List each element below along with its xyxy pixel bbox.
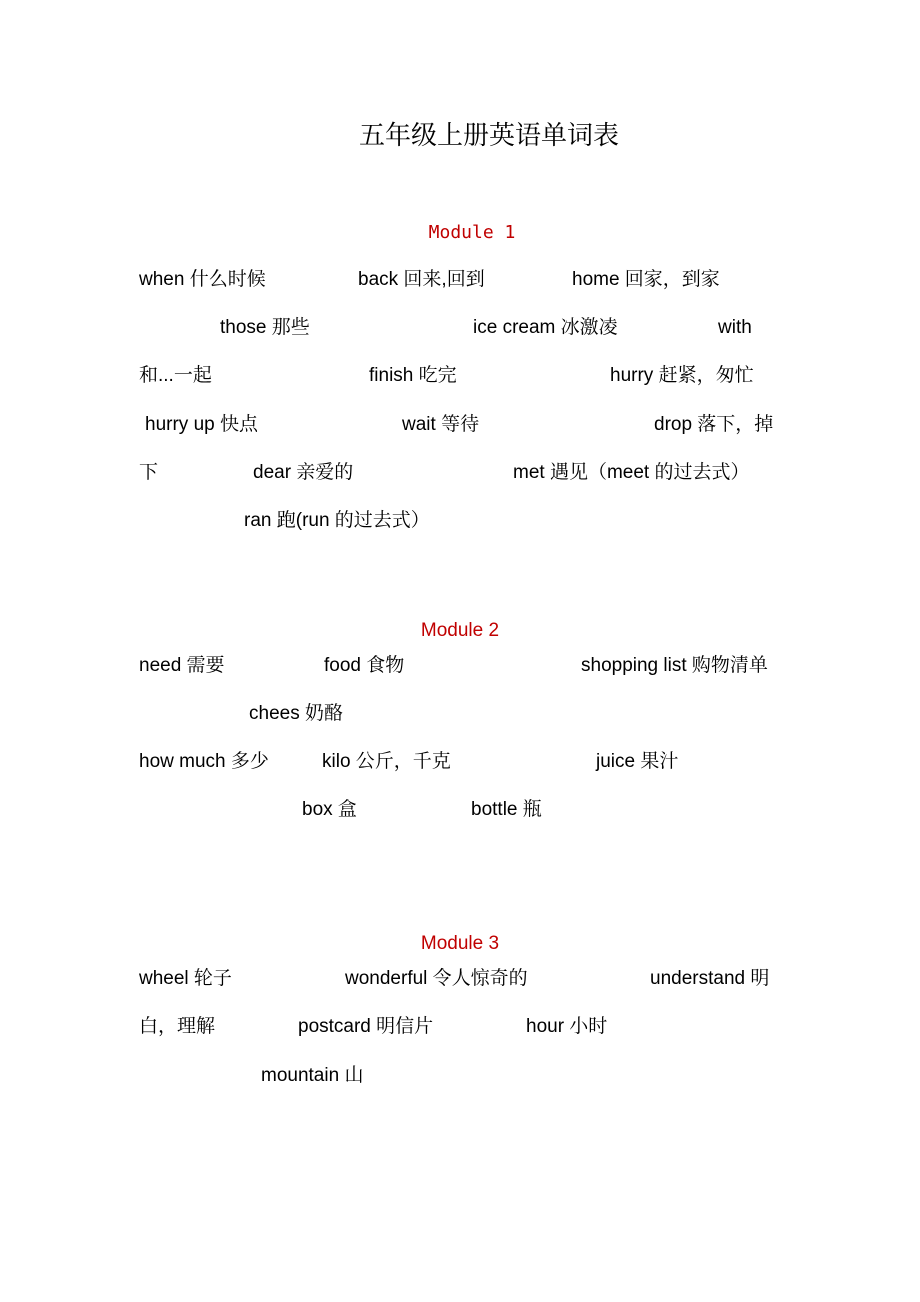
- vocab-entry: postcard 明信片: [298, 1016, 434, 1037]
- vocab-entry: juice 果汁: [596, 751, 679, 772]
- vocab-entry: wonderful 令人惊奇的: [345, 968, 528, 989]
- vocab-entry: shopping list 购物清单: [581, 655, 768, 676]
- vocab-entry: ran 跑(run 的过去式）: [244, 510, 430, 531]
- vocab-entry: hurry 赶紧，匆忙: [610, 365, 754, 386]
- vocab-entry: understand 明: [650, 968, 770, 989]
- vocab-entry: home 回家，到家: [572, 269, 720, 290]
- vocab-entry: 下: [139, 462, 159, 483]
- vocab-entry: mountain 山: [261, 1065, 364, 1086]
- vocab-entry: back 回来,回到: [358, 269, 485, 290]
- vocab-entry: met 遇见（meet 的过去式）: [513, 462, 750, 483]
- vocab-entry: when 什么时候: [139, 269, 266, 290]
- page-title: 五年级上册英语单词表: [358, 121, 619, 151]
- vocab-entry: 和...一起: [139, 365, 212, 386]
- vocab-entry: dear 亲爱的: [253, 462, 354, 483]
- module-heading: Module 2: [420, 620, 500, 641]
- module-heading: Module 3: [420, 933, 500, 954]
- vocab-entry: drop 落下，掉: [654, 414, 774, 435]
- vocab-entry: hour 小时: [526, 1016, 608, 1037]
- vocab-entry: finish 吃完: [369, 365, 457, 386]
- vocab-entry: kilo 公斤，千克: [322, 751, 451, 772]
- module-heading: Module 1: [428, 222, 516, 243]
- vocab-entry: 白，理解: [139, 1016, 216, 1037]
- vocab-entry: those 那些: [220, 317, 310, 338]
- vocab-entry: ice cream 冰激凌: [473, 317, 618, 338]
- vocab-entry: wait 等待: [402, 414, 480, 435]
- vocab-entry: need 需要: [139, 655, 225, 676]
- vocab-entry: box 盒: [302, 799, 357, 820]
- vocab-entry: food 食物: [324, 655, 405, 676]
- vocab-entry: wheel 轮子: [139, 968, 232, 989]
- vocab-entry: bottle 瓶: [471, 799, 542, 820]
- vocab-entry: chees 奶酪: [249, 703, 343, 724]
- vocab-entry: hurry up 快点: [145, 414, 258, 435]
- vocab-entry: with: [718, 317, 752, 338]
- vocab-entry: how much 多少: [139, 751, 269, 772]
